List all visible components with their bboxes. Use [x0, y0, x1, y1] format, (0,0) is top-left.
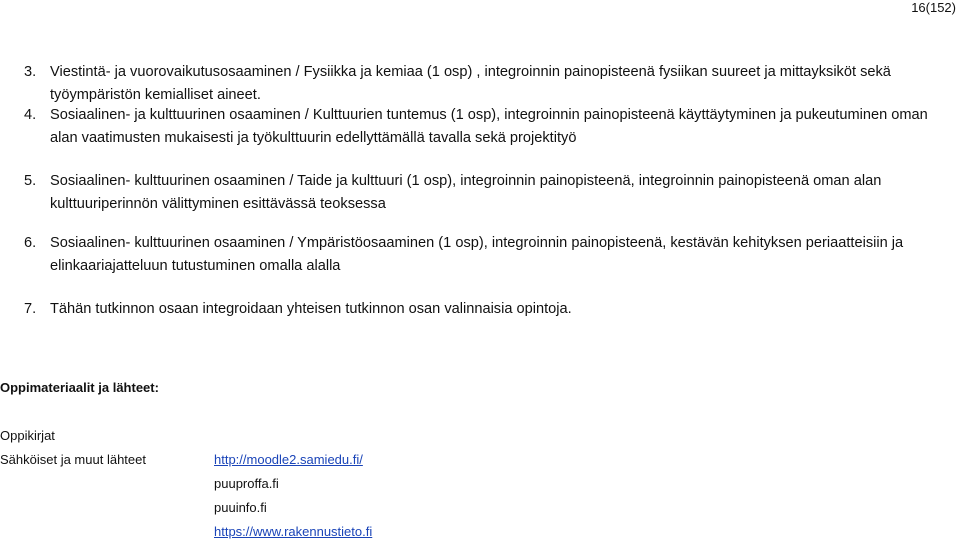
source-puuproffa: puuproffa.fi: [214, 476, 279, 491]
moodle-link[interactable]: http://moodle2.samiedu.fi/: [214, 452, 363, 467]
books-label: Oppikirjat: [0, 428, 55, 443]
list-number: 5.: [24, 173, 37, 189]
list-text: Viestintä- ja vuorovaikutusosaaminen / Fysiikka ja kemiaa (1 osp) , integroinnin painopisteenä fysiikan suureet ja mittayksiköt sekä työympäristön kemialliset aineet.: [50, 64, 891, 103]
list-text: Sosiaalinen- kulttuurinen osaaminen / Taide ja kulttuuri (1 osp), integroinnin painopisteenä, integroinnin painopisteenä oman alan kulttuuriperinnön välittyminen esittävässä teoksessa: [50, 173, 882, 212]
list-number: 3.: [24, 64, 37, 80]
list-text: Sosiaalinen- ja kulttuurinen osaaminen / Kulttuurien tuntemus (1 osp), integroinnin painopisteenä käyttäytyminen ja pukeutuminen oman alan vaatimusten mukaisesti ja työkulttuurin edellyttämällä tavalla sekä projektityö: [50, 107, 928, 146]
rakennustieto-link[interactable]: https://www.rakennustieto.fi: [214, 524, 373, 539]
source-puuinfo: puuinfo.fi: [214, 500, 267, 515]
list-item-5: [24, 170, 954, 216]
list-text: Sosiaalinen- kulttuurinen osaaminen / Ympäristöosaaminen (1 osp), integroinnin painopisteenä, kestävän kehityksen periaatteisiin ja elinkaariajatteluun tutustuminen omalla alalla: [50, 235, 904, 274]
list-number: 6.: [24, 235, 37, 251]
list-number: 4.: [24, 107, 37, 123]
list-item-3: [24, 61, 954, 107]
list-number: 7.: [24, 301, 37, 317]
list-item-6: [24, 232, 954, 278]
list-text: Tähän tutkinnon osaan integroidaan yhteisen tutkinnon osan valinnaisia opintoja.: [50, 301, 572, 317]
list-item-7: [24, 298, 954, 321]
electronic-label: Sähköiset ja muut lähteet: [0, 452, 146, 467]
page-number: 16(152): [911, 0, 956, 15]
materials-heading: Oppimateriaalit ja lähteet:: [0, 380, 159, 395]
list-item-4: [24, 104, 954, 150]
